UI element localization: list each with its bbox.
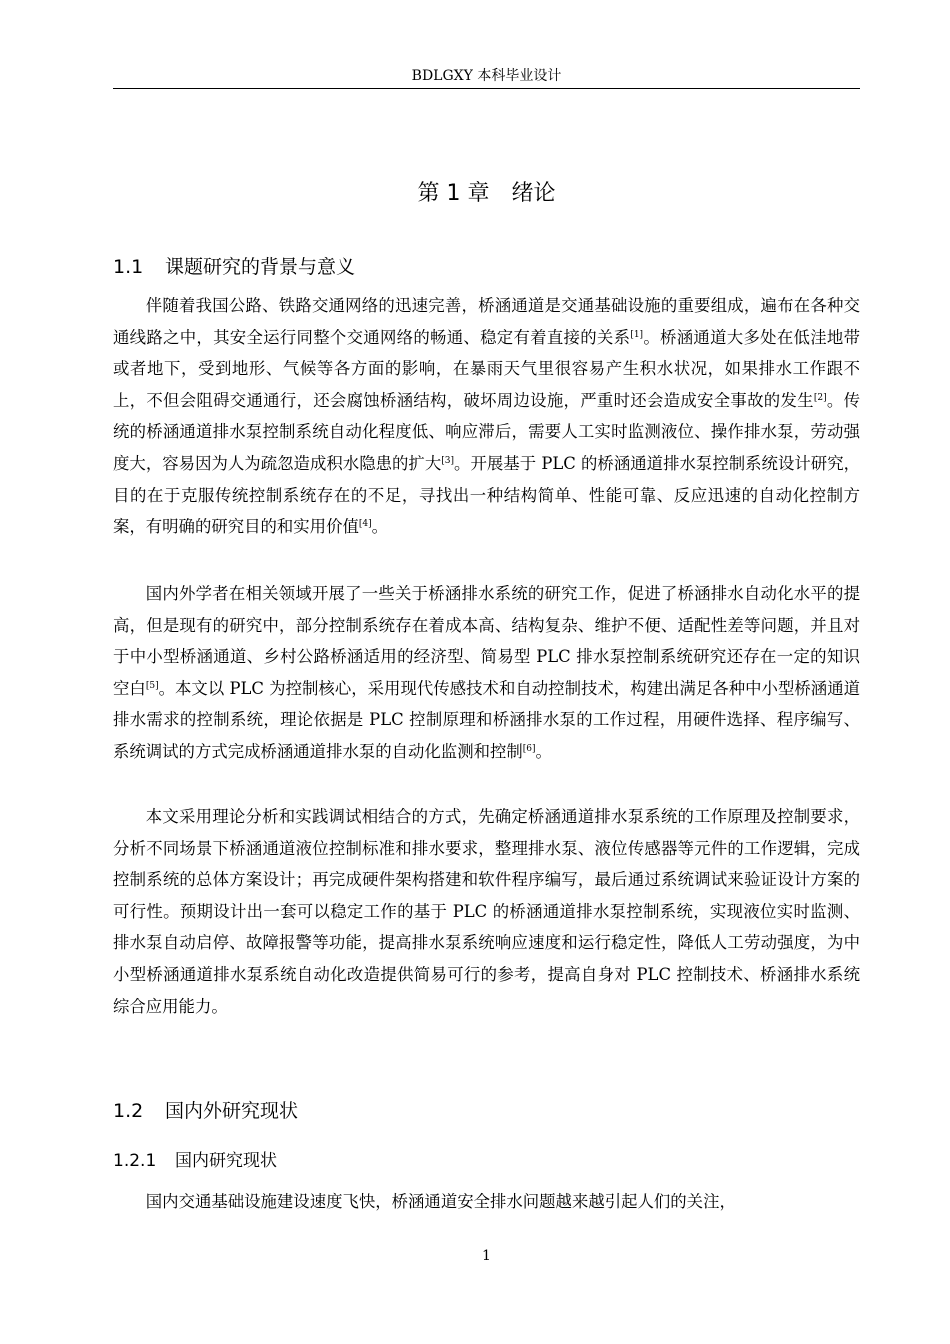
paragraph-text: 伴随着我国公路、铁路交通网络的迅速完善，桥涵通道是交通基础设施的重要组成，遍布在各种交通线路之中，其安全运行同整个交通网络的畅通、稳定有着直接的关系 <box>113 296 860 347</box>
citation-ref: [6] <box>522 743 536 754</box>
paragraph-methodology: 本文采用理论分析和实践调试相结合的方式，先确定桥涵通道排水泵系统的工作原理及控制要求，分析不同场景下桥涵通道液位控制标准和排水要求，整理排水泵、液位传感器等元件的工作逻辑，完成控制系统的总体方案设计；再完成硬件架构搭建和软件程序编写，最后通过系统调试来验证设计方案的可行性。预期设计出一套可以稳定工作的基于 PLC 的桥涵通道排水泵控制系统，实现液位实时监测、排水泵自动启停、故障报警等功能，提高排水泵系统响应速度和运行稳定性，降低人工劳动强度，为中小型桥涵通道排水泵系统自动化改造提供简易可行的参考，提高自身对 PLC 控制技术、桥涵排水系统综合应用能力。 <box>113 807 860 1016</box>
paragraph-text: 。开展基于 PLC 的桥涵通道排水泵控制系统设计研究，目的在于克服传统控制系统存在的不足，寻找出一种结构简单、性能可靠、反应迅速的自动化控制方案，有明确的研究目的和实用价值 <box>113 453 861 537</box>
paragraph-text: 国内外学者在相关领域开展了一些关于桥涵排水系统的研究工作，促进了桥涵排水自动化水平的提高，但是现有的研究中，部分控制系统存在着成本高、结构复杂、维护不便、适配性差等问题，并且对于中小型桥涵通道、乡村公路桥涵适用的经济型、简易型 PLC 排水泵控制系统研究还存在一定的知识空白 <box>113 584 860 698</box>
paragraph-text: 。传统的桥涵通道排水泵控制系统自动化程度低、响应滞后，需要人工实时监测液位、操作排水泵，劳动强度大，容易因为人为疏忽造成积水隐患的扩大 <box>113 390 860 473</box>
page-number: 1 <box>482 1248 491 1264</box>
paragraph-text: 。桥涵通道大多处在低洼地带或者地下，受到地形、气候等各方面的影响，在暴雨天气里很容易产生积水状况，如果排水工作跟不上，不但会阻碍交通通行，还会腐蚀桥涵结构，破坏周边设施，严重时还会造成安全事故的发生 <box>113 327 860 410</box>
paragraph-domestic-status: 国内交通基础设施建设速度飞快，桥涵通道安全排水问题越来越引起人们的关注， <box>145 1192 736 1211</box>
citation-ref: [2] <box>813 392 827 403</box>
section-number: 1.2 <box>113 1100 144 1122</box>
section-title: 课题研究的背景与意义 <box>165 256 356 278</box>
section-heading-1-1 <box>113 253 355 281</box>
running-header: BDLGXY 本科毕业设计 <box>411 68 562 84</box>
chapter-title: 第 1 章 绪论 <box>417 181 556 206</box>
paragraph-research-gap <box>113 578 860 768</box>
section-title: 国内外研究现状 <box>165 1100 299 1122</box>
section-heading-1-2 <box>113 1097 298 1125</box>
section-number: 1.1 <box>113 256 144 278</box>
subsection-title: 国内研究现状 <box>175 1151 277 1171</box>
paragraph-text: 。 <box>371 517 388 537</box>
subsection-number: 1.2.1 <box>113 1151 157 1171</box>
paragraph-text: 。本文以 PLC 为控制核心，采用现代传感技术和自动控制技术，构建出满足各种中小型桥涵通道排水需求的控制系统，理论依据是 PLC 控制原理和桥涵排水泵的工作过程，用硬件选择、程序编写、系统调试的方式完成桥涵通道排水泵的自动化监测和控制 <box>113 678 860 761</box>
subsection-heading-1-2-1 <box>113 1148 277 1174</box>
citation-ref: [4] <box>358 519 372 530</box>
paragraph-background <box>113 290 860 543</box>
citation-ref: [1] <box>630 329 644 340</box>
citation-ref: [3] <box>441 455 455 466</box>
header-divider <box>113 88 860 89</box>
paragraph-text: 。 <box>535 741 552 761</box>
citation-ref: [5] <box>145 680 159 691</box>
